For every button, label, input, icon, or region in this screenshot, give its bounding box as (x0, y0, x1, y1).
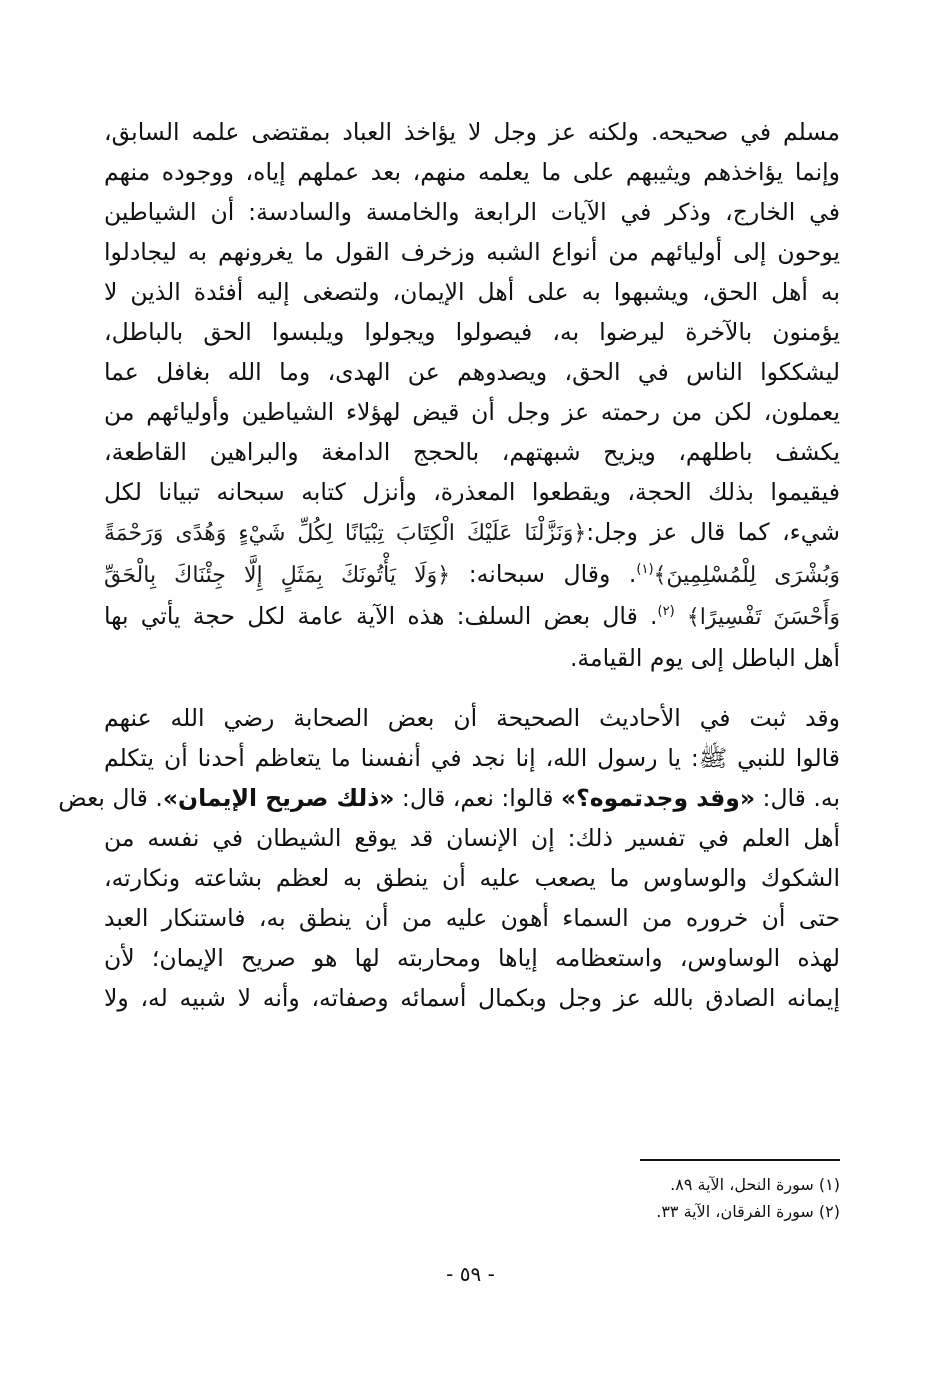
text-run: . وقال سبحانه: (468, 560, 637, 588)
quran-verse-2-part-a: ﴿وَلَا يَأْتُونَكَ بِمَثَلٍ إِلَّا جِئْنَاكَ بِالْحَقِّ (104, 563, 451, 588)
text-line: به أهل الحق، ويشبهوا به على أهل الإيمان، ولتصغى إليه أفئدة الذين لا (104, 278, 840, 306)
text-line-with-quran-1 (104, 512, 840, 554)
footnote-divider (640, 1159, 840, 1161)
paragraph-1 (104, 112, 840, 678)
text-run: . قال بعض السلف: هذه الآية عامة لكل حجة يأتي بها (104, 602, 658, 630)
text-line: حتى أن خروره من السماء أهون عليه من أن ينطق به، فاستنكار العبد (104, 904, 840, 932)
text-line: فيقيموا بذلك الحجة، ويقطعوا المعذرة، وأنزل كتابه سبحانه تبيانا لكل (104, 478, 840, 506)
text-line-with-quran-2-end (104, 596, 840, 638)
text-line: يكشف باطلهم، ويزيح شبهتهم، بالحجج الدامغة والبراهين القاطعة، (104, 438, 840, 466)
footnote-1: (١) سورة النحل، الآية ٨٩. (670, 1175, 840, 1194)
text-run: . قال بعض (58, 784, 163, 812)
text-line: وإنما يؤاخذهم ويثيبهم على ما يعلمه منهم، بعد عملهم إياه، ووجوده منهم (104, 158, 840, 186)
text-line: في الخارج، وذكر في الآيات الرابعة والخامسة والسادسة: أن الشياطين (104, 198, 840, 226)
text-run: قالوا: نعم، قال: (401, 784, 554, 812)
text-line: ليشككوا الناس في الحق، ويصدوهم عن الهدى، وما الله بغافل عما (104, 358, 840, 386)
text-line: قالوا للنبي ﷺ: يا رسول الله، إنا نجد في أنفسنا ما يتعاظم أحدنا أن يتكلم (104, 744, 840, 772)
text-line: لهذه الوساوس، واستعظامه إياها ومحاربته لها هو صريح الإيمان؛ لأن (104, 944, 840, 972)
text-line: وقد ثبت في الأحاديث الصحيحة أن بعض الصحابة رضي الله عنهم (104, 704, 840, 732)
footnote-2: (٢) سورة الفرقان، الآية ٣٣. (656, 1202, 840, 1221)
footnote-ref-1: (١) (636, 562, 654, 578)
quran-verse-1-part-a: ﴿وَنَزَّلْنَا عَلَيْكَ الْكِتَابَ تِبْيَانًا لِكُلِّ شَيْءٍ وَهُدًى وَرَحْمَةً (104, 521, 587, 546)
text-line: يعملون، لكن من رحمته عز وجل أن قيض لهؤلاء الشياطين وأوليائهم من (104, 398, 840, 426)
hadith-quote-1: «وقد وجدتموه؟» (560, 784, 756, 812)
page-number: - ٥٩ - (446, 1262, 495, 1286)
text-line: أهل الباطل إلى يوم القيامة. (569, 644, 840, 672)
main-text (58, 112, 840, 1018)
paragraph-2 (58, 698, 840, 1018)
hadith-quote-2: «ذلك صريح الإيمان» (162, 784, 395, 812)
text-line: الشكوك والوساوس ما يصعب عليه أن ينطق به لعظم بشاعته ونكارته، (104, 864, 840, 892)
text-line-with-quran-2 (104, 554, 840, 596)
text-line: يوحون إلى أوليائهم من أنواع الشبه وزخرف القول ما يغرونهم به ليجادلوا (104, 238, 840, 266)
footnote-ref-2: (٢) (657, 604, 675, 620)
text-run: شيء، كما قال عز وجل: (586, 518, 840, 546)
text-run: به. قال: (762, 784, 840, 812)
text-line: يؤمنون بالآخرة ليرضوا به، فيصولوا ويجولوا ويلبسوا الحق بالباطل، (104, 318, 840, 346)
text-line: إيمانه الصادق بالله عز وجل وبكمال أسمائه وصفاته، وأنه لا شبيه له، ولا (104, 984, 840, 1012)
quran-verse-1-part-b: وَبُشْرَى لِلْمُسْلِمِينَ﴾ (653, 563, 840, 588)
text-line-with-hadith (58, 778, 840, 818)
quran-verse-2-part-b: وَأَحْسَنَ تَفْسِيرًا﴾ (686, 605, 840, 630)
text-line: أهل العلم في تفسير ذلك: إن الإنسان قد يوقع الشيطان في نفسه من (104, 824, 840, 852)
footnotes (600, 1171, 840, 1225)
text-line: مسلم في صحيحه. ولكنه عز وجل لا يؤاخذ العباد بمقتضى علمه السابق، (104, 118, 840, 146)
